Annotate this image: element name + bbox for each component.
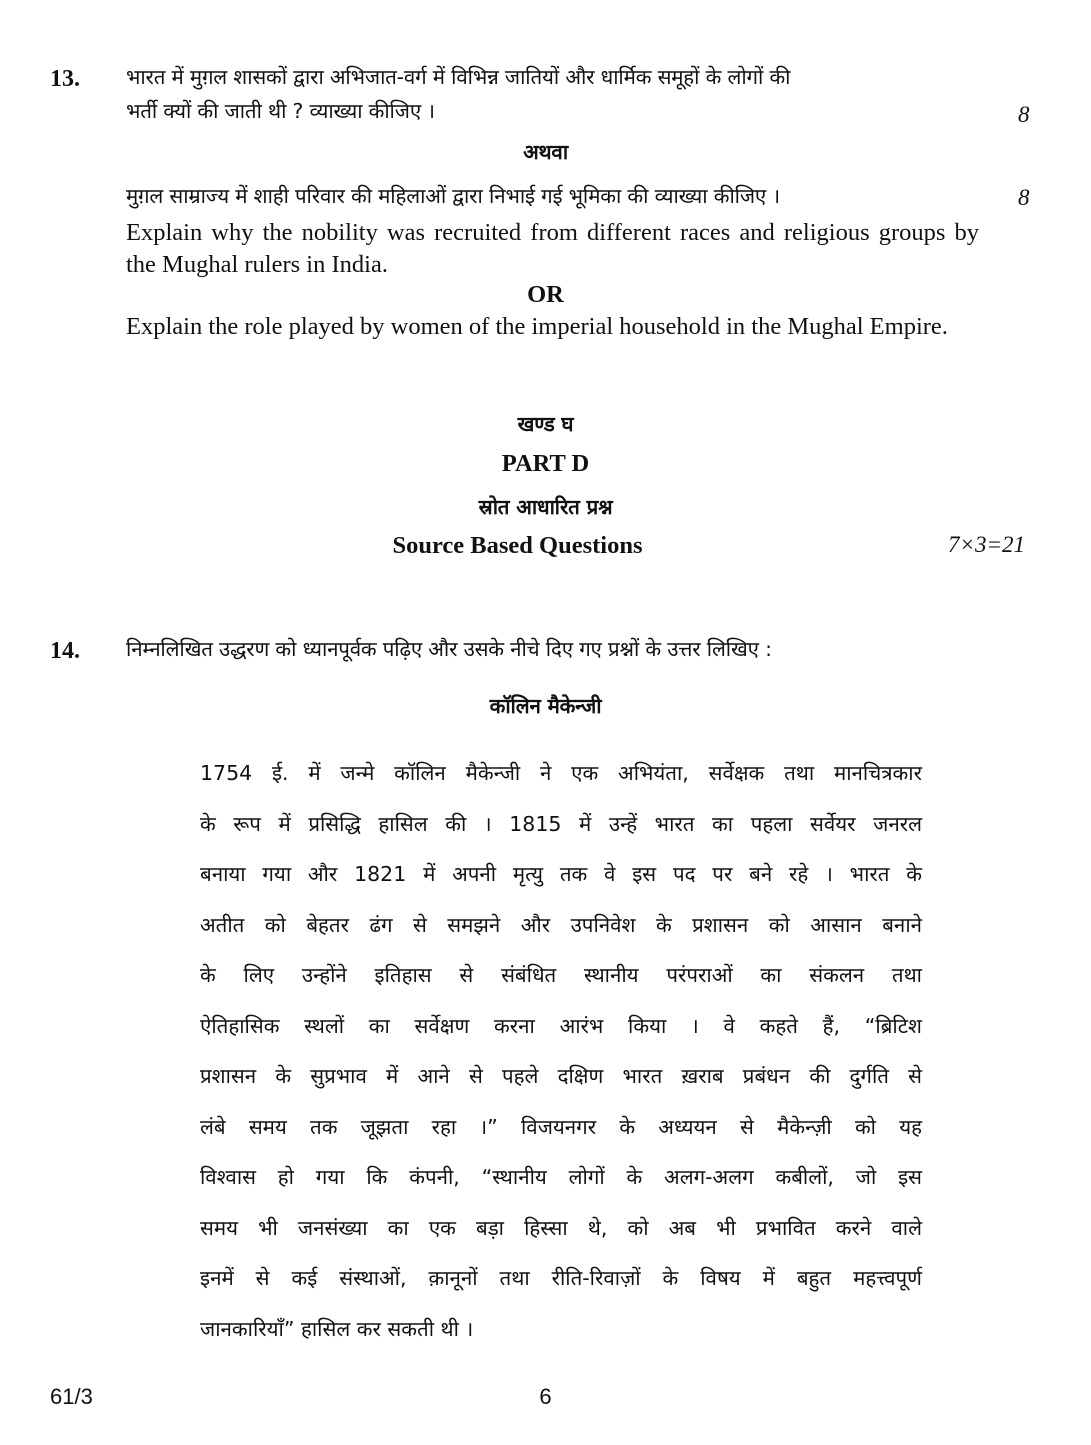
passage bbox=[200, 748, 922, 1354]
passage-line: अतीत को बेहतर ढंग से समझने और उपनिवेश के प्रशासन को आसान बनाने bbox=[200, 912, 922, 937]
passage-line: ऐतिहासिक स्थलों का सर्वेक्षण करना आरंभ किया । वे कहते हैं, “ब्रिटिश bbox=[200, 1013, 922, 1038]
question-13-english: Explain why the nobility was recruited from different races and religious groups by the Mughal rulers in India. bbox=[126, 219, 979, 278]
section-heading-hindi: खण्ड घ bbox=[517, 412, 574, 436]
question-13-alt-marks: 8 bbox=[1018, 185, 1030, 210]
question-14-instruction: निम्नलिखित उद्धरण को ध्यानपूर्वक पढ़िए और उसके नीचे दिए गए प्रश्नों के उत्तर लिखिए : bbox=[126, 637, 772, 661]
question-13-number: 13. bbox=[50, 66, 80, 92]
question-13-hindi-line2: भर्ती क्यों की जाती थी ? व्याख्या कीजिए । bbox=[126, 99, 435, 123]
paper-code: 61/3 bbox=[50, 1384, 93, 1409]
passage-line: के रूप में प्रसिद्धि हासिल की । 1815 में उन्हें भारत का पहला सर्वेयर जनरल bbox=[200, 811, 922, 836]
passage-line: लंबे समय तक जूझता रहा ।” विजयनगर के अध्ययन से मैकेन्ज़ी को यह bbox=[200, 1114, 922, 1139]
passage-title: कॉलिन मैकेन्जी bbox=[489, 694, 602, 718]
question-13-marks: 8 bbox=[1018, 102, 1030, 127]
question-13-alt-hindi: मुग़ल साम्राज्य में शाही परिवार की महिलाओं द्वारा निभाई गई भूमिका की व्याख्या कीजिए । bbox=[126, 184, 780, 208]
section-heading-english: PART D bbox=[501, 450, 590, 477]
question-13-or-hindi: अथवा bbox=[523, 140, 568, 164]
question-13-hindi-line1: भारत में मुग़ल शासकों द्वारा अभिजात-वर्ग में विभिन्न जातियों और धार्मिक समूहों के लोगों की bbox=[126, 65, 791, 89]
section-subheading-hindi: स्रोत आधारित प्रश्न bbox=[478, 495, 613, 519]
question-13-alt-english: Explain the role played by women of the imperial household in the Mughal Empire. bbox=[126, 313, 948, 340]
section-marks: 7×3=21 bbox=[948, 532, 1026, 557]
passage-line: विश्वास हो गया कि कंपनी, “स्थानीय लोगों के अलग-अलग कबीलों, जो इस bbox=[200, 1165, 922, 1189]
section-subheading-english: Source Based Questions bbox=[392, 532, 643, 559]
passage-line: समय भी जनसंख्या का एक बड़ा हिस्सा थे, को अब भी प्रभावित करने वाले bbox=[200, 1215, 922, 1240]
passage-line: 1754 ई. में जन्मे कॉलिन मैकेन्जी ने एक अभियंता, सर्वेक्षक तथा मानचित्रकार bbox=[200, 761, 922, 785]
passage-line: जानकारियाँ” हासिल कर सकती थी । bbox=[200, 1316, 474, 1341]
passage-line: प्रशासन के सुप्रभाव में आने से पहले दक्षिण भारत ख़राब प्रबंधन की दुर्गति से bbox=[200, 1064, 922, 1088]
question-14-number: 14. bbox=[50, 638, 80, 664]
passage-line: के लिए उन्होंने इतिहास से संबंधित स्थानीय परंपराओं का संकलन तथा bbox=[200, 963, 922, 987]
passage-line: बनाया गया और 1821 में अपनी मृत्यु तक वे इस पद पर बने रहे । भारत के bbox=[200, 862, 922, 886]
page-number: 6 bbox=[539, 1384, 552, 1409]
question-13-or-english: OR bbox=[527, 281, 564, 308]
passage-line: इनमें से कई संस्थाओं, क़ानूनों तथा रीति-रिवाज़ों के विषय में बहुत महत्त्वपूर्ण bbox=[200, 1266, 922, 1290]
